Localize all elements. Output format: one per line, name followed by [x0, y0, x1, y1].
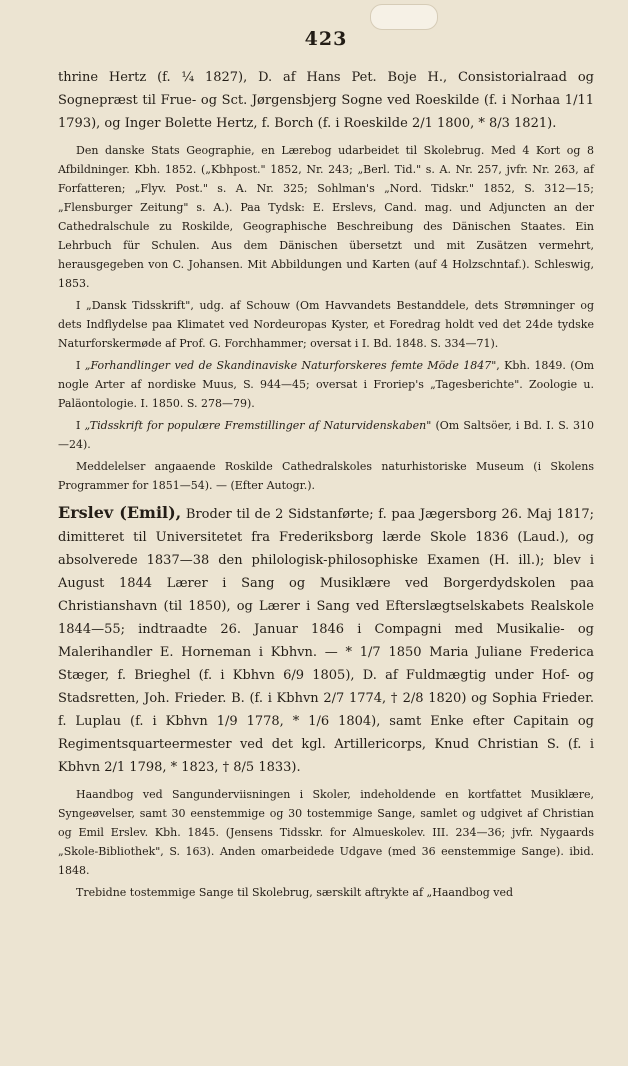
- entry-erslev-emil: [58, 501, 594, 779]
- entry-body: Broder til de 2 Sidstanførte; f. paa Jægersborg 26. Maj 1817; dimitteret til Universitetet fra Frederiksborg lærde Skole 1836 (Laud.), og absolverede 1837—38 den philologisk-philosophiske Examen (H. ill.); blev i August 1844 Lærer i Sang og Musiklære ved Borgerdydskolen paa Christianshavn (til 1850), og Lærer i Sang ved Efterslægtselskabets Realskole 1844—55; indtraadte 26. Januar 1846 i Compagni med Musikalie- og Malerihandler E. Horneman i Kbhvn. — * 1/7 1850 Maria Juliane Frederica Stæger, f. Brieghel (f. i Kbhvn 6/9 1805), D. af Fuldmægtig under Hof- og Stadsretten, Joh. Frieder. B. (f. i Kbhvn 2/7 1774, † 2/8 1820) og Sophia Frieder. f. Luplau (f. i Kbhvn 1/9 1778, * 1/6 1804), samt Enke efter Capitain og Regimentsquarteermester ved det kgl. Artillericorps, Knud Christian S. (f. i Kbhvn 2/1 1798, * 1823, † 8/5 1833).: [58, 507, 595, 775]
- punch-hole: [370, 4, 438, 30]
- bibliography-meddelelser: Meddelelser angaaende Roskilde Cathedralskoles naturhistoriske Museum (i Skolens Programmer for 1851—54). — (Efter Autogr.).: [58, 460, 594, 492]
- tidsskrift2-title: „Tidsskrift for populære Fremstillinger af Naturvidenskaben": [84, 419, 432, 432]
- entry-heading: Erslev (Emil),: [58, 503, 182, 522]
- tidsskrift2-rest: (Om Saltsöer, i Bd. I. S. 310—24).: [58, 419, 594, 451]
- bibliography-dansk-tidsskrift: I „Dansk Tidsskrift", udg. af Schouw (Om Havvandets Bestanddele, dets Strømninger og dets Indflydelse paa Klimatet ved Nordeuropas Kyster, et Foredrag holdt ved det 24de tydske Naturforskermøde af Prof. G. Forchhammer; oversat i I. Bd. 1848. S. 334—71).: [58, 299, 594, 350]
- forhandlinger-rest: , Kbh. 1849. (Om nogle Arter af nordiske Muus, S. 944—45; oversat i Froriep's „Tagesberichte". Zoologie u. Paläontologie. I. 1850. S. 278—79).: [58, 359, 595, 410]
- bibliography-haandbog: Haandbog ved Sangunderviisningen i Skoler, indeholdende en kortfattet Musiklære, Syngeøvelser, samt 30 eenstemmige og 30 tostemmige Sange, samlet og udgivet af Christian og Emil Erslev. Kbh. 1845. (Jensens Tidsskr. for Almueskolev. III. 234—36; jvfr. Nygaards „Skole-Bibliothek", S. 163). Anden omarbeidede Udgave (med 36 eenstemmige Sange). ibid. 1848.: [58, 788, 594, 877]
- page-number: 423: [304, 28, 348, 50]
- bibliography-trebidne: Trebidne tostemmige Sange til Skolebrug, særskilt aftrykte af „Haandbog ved: [76, 886, 514, 899]
- bibliography-forhandlinger: [58, 356, 594, 413]
- intro-paragraph: thrine Hertz (f. ¼ 1827), D. af Hans Pet. Boje H., Consistorialraad og Sognepræst til Frue- og Sct. Jørgensbjerg Sogne ved Roeskilde (f. i Norhaa 1/11 1793), og Inger Bolette Hertz, f. Borch (f. i Roeskilde 2/1 1800, * 8/3 1821).: [58, 70, 594, 131]
- bibliography-naturvidenskab: [58, 416, 594, 454]
- tidsskrift2-prefix: I: [76, 419, 85, 432]
- forhandlinger-title: „Forhandlinger ved de Skandinaviske Naturforskeres femte Möde 1847": [84, 359, 497, 372]
- forhandlinger-prefix: I: [76, 359, 85, 372]
- bibliography-geographie: Den danske Stats Geographie, en Lærebog udarbeidet til Skolebrug. Med 4 Kort og 8 Afbildninger. Kbh. 1852. („Kbhpost." 1852, Nr. 243; „Berl. Tid." s. A. Nr. 257, jvfr. Nr. 263, af Forfatteren; „Flyv. Post." s. A. Nr. 325; Sohlman's „Nord. Tidskr." 1852, S. 312—15; „Flensburger Zeitung" s. A.). Paa Tydsk: E. Erslevs, Cand. mag. und Adjuncten an der Cathedralschule zu Roskilde, Geographische Beschreibung des Dänischen Staates. Ein Lehrbuch für Schulen. Aus dem Dänischen übersetzt und mit Zusätzen vermehrt, herausgegeben von C. Johansen. Mit Abbildungen und Karten (auf 4 Holzschntaf.). Schleswig, 1853.: [58, 144, 594, 290]
